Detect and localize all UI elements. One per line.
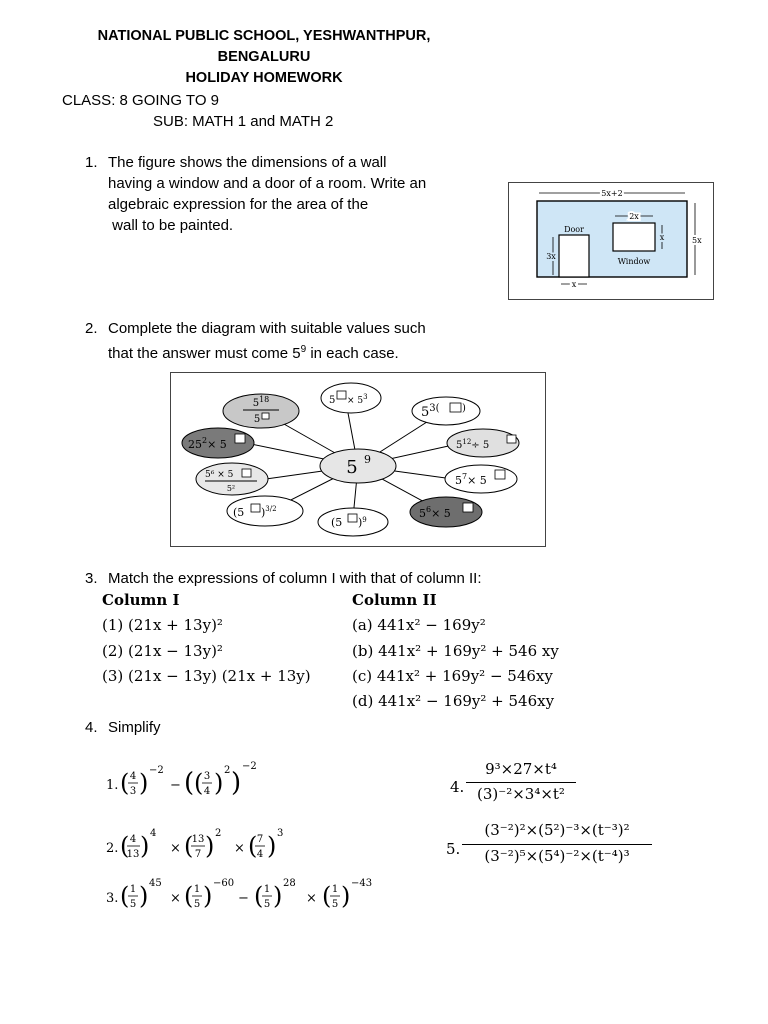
door-label: Door [564, 225, 584, 234]
item-2-label: 2. [106, 841, 119, 856]
svg-text:): ) [139, 769, 149, 797]
col2-item-a: (a) 441x² − 169y² [352, 616, 486, 634]
item-4-fraction-bar [466, 782, 576, 783]
svg-text:4: 4 [256, 849, 264, 860]
bubble-3-close: ) [462, 403, 466, 414]
svg-text:3: 3 [129, 786, 137, 797]
item-4-label: 4. [450, 778, 465, 796]
item-3-label: 3. [106, 891, 119, 906]
q1-line-2: having a window and a door of a room. Write an [108, 175, 427, 192]
item-5-numerator: (3⁻²)²×(5²)⁻³×(t⁻³)² [484, 821, 630, 839]
bubble-6-text: $5^6\times 5$ [419, 505, 451, 520]
svg-text:×: × [170, 841, 181, 856]
bubble-4-text: $5^{12}\div 5$ [456, 438, 490, 451]
col2-item-d: (d) 441x² − 169y² + 546xy [352, 692, 555, 710]
wall-figure [508, 182, 714, 300]
svg-text:(: ( [120, 882, 130, 910]
svg-text:(: ( [184, 882, 194, 910]
svg-text:7: 7 [256, 834, 264, 845]
bubble-7-text: (5 [331, 516, 343, 529]
svg-text:3: 3 [203, 771, 211, 782]
svg-text:−43: −43 [351, 878, 373, 889]
q1-number: 1. [85, 154, 98, 171]
q3-text: Match the expressions of column I with that of column II: [108, 570, 482, 587]
svg-text:2: 2 [215, 828, 222, 839]
svg-text:): ) [214, 769, 224, 797]
svg-text:): ) [267, 832, 277, 860]
svg-text:5: 5 [193, 899, 201, 910]
svg-text:5: 5 [263, 899, 271, 910]
svg-text:1: 1 [129, 884, 137, 895]
svg-text:5: 5 [129, 899, 137, 910]
col2-item-c: (c) 441x² + 169y² − 546xy [352, 667, 553, 685]
q4-number: 4. [85, 719, 98, 736]
bubble-5-text: $5^7\times 5$ [455, 472, 487, 487]
q1-line-1: The figure shows the dimensions of a wall [108, 154, 387, 171]
document-title: HOLIDAY HOMEWORK [185, 70, 343, 86]
bubble-2-post: × $5^3$ [347, 393, 368, 406]
wall-diagram [509, 183, 713, 299]
svg-text:1: 1 [263, 884, 271, 895]
svg-text:(: ( [120, 769, 130, 797]
svg-text:−: − [238, 891, 249, 906]
bubble-9-den: 5² [226, 484, 236, 493]
svg-text:4: 4 [129, 834, 137, 845]
top-dim-label: 5x+2 [601, 189, 623, 198]
svg-text:): ) [273, 882, 283, 910]
q2-line-2 [108, 339, 399, 364]
svg-text:−: − [170, 778, 181, 793]
svg-text:5: 5 [331, 899, 339, 910]
center-bubble [320, 449, 396, 483]
school-name: NATIONAL PUBLIC SCHOOL, YESHWANTHPUR, [97, 28, 431, 44]
window-height-label: x [659, 233, 665, 242]
col2-item-b: (b) 441x² + 169y² + 546 xy [352, 642, 559, 660]
svg-text:13: 13 [191, 834, 205, 845]
center-base: 5 [346, 457, 358, 478]
svg-text:): ) [140, 832, 150, 860]
window-width-label: 2x [629, 212, 639, 221]
item-5-denominator: (3⁻²)⁵×(5⁴)⁻²×(t⁻⁴)³ [484, 847, 630, 865]
q4-title: Simplify [108, 719, 161, 736]
svg-text:−2: −2 [149, 765, 164, 776]
class-line: CLASS: 8 GOING TO 9 [62, 92, 220, 109]
item-4-numerator: 9³×27×t⁴ [485, 760, 557, 778]
door-rect [559, 235, 589, 277]
svg-text:4: 4 [150, 828, 157, 839]
svg-text:−60: −60 [213, 878, 235, 889]
col1-item-3: (3) (21x − 13y) (21x + 13y) [102, 667, 311, 685]
svg-text:1: 1 [331, 884, 339, 895]
svg-text:45: 45 [149, 878, 162, 889]
q2-line-1: Complete the diagram with suitable values such [108, 320, 426, 337]
window-label: Window [617, 257, 651, 266]
exponent-wheel [171, 373, 545, 546]
svg-text:(: ( [248, 832, 258, 860]
svg-text:×: × [170, 891, 181, 906]
q2-line-2-sup: 9 [300, 344, 307, 355]
svg-text:7: 7 [194, 849, 202, 860]
svg-text:1: 1 [193, 884, 201, 895]
svg-text:3: 3 [277, 828, 284, 839]
bubble-2-text: 5 [329, 395, 336, 406]
bubble-1-den: 5 [253, 414, 261, 425]
svg-text:(: ( [254, 882, 264, 910]
window-rect [613, 223, 655, 251]
svg-text:×: × [306, 891, 317, 906]
svg-text:4: 4 [203, 786, 211, 797]
bottom-dim-label: x [571, 280, 577, 289]
svg-text:4: 4 [129, 771, 137, 782]
q2-line-2-end: in each case. [306, 345, 399, 362]
svg-text:): ) [139, 882, 149, 910]
svg-text:28: 28 [283, 878, 296, 889]
bubble-8-close: )$^{3/2}$ [261, 505, 277, 519]
svg-text:13: 13 [126, 849, 140, 860]
q1-line-4: wall to be painted. [108, 217, 234, 234]
item-4-denominator: (3)⁻²×3⁴×t² [477, 785, 565, 803]
svg-text:×: × [234, 841, 245, 856]
col1-item-2: (2) (21x − 13y)² [102, 642, 223, 660]
svg-text:(: ( [194, 769, 204, 797]
svg-text:): ) [205, 832, 215, 860]
q1-line-3: algebraic expression for the area of the [108, 196, 369, 213]
center-exp: 9 [364, 453, 371, 466]
svg-text:): ) [203, 882, 213, 910]
q2-number: 2. [85, 320, 98, 337]
svg-text:): ) [231, 768, 242, 798]
svg-text:−2: −2 [242, 761, 257, 772]
door-height-label: 3x [546, 252, 556, 261]
col1-item-1: (1) (21x + 13y)² [102, 616, 223, 634]
bubble-7-close: )$^9$ [358, 516, 367, 529]
column-2-header: Column II [352, 591, 437, 609]
svg-text:): ) [341, 882, 351, 910]
bubble-3-text: $5^{3(}$ [421, 403, 440, 420]
school-city: BENGALURU [217, 49, 311, 65]
bubble-10-text: $25^2\times 5$ [188, 436, 227, 451]
item-5-label: 5. [446, 840, 461, 858]
svg-text:(: ( [120, 832, 130, 860]
item-1-label: 1. [106, 778, 119, 793]
bubble-9-num: 5⁶ × 5 [205, 470, 234, 480]
bubble-1-num: $5^{18}$ [252, 395, 270, 409]
svg-text:2: 2 [224, 765, 231, 776]
item-5-fraction-bar [462, 844, 652, 845]
svg-text:(: ( [322, 882, 332, 910]
svg-text:(: ( [184, 832, 194, 860]
q3-number: 3. [85, 570, 98, 587]
q2-line-2-text: that the answer must come 5 [108, 345, 301, 362]
exponent-diagram [170, 372, 546, 547]
subject-line: SUB: MATH 1 and MATH 2 [153, 113, 334, 130]
right-dim-label: 5x [692, 236, 702, 245]
svg-text:(: ( [184, 768, 195, 798]
column-1-header: Column I [102, 591, 180, 609]
bubble-8-text: (5 [233, 506, 245, 519]
